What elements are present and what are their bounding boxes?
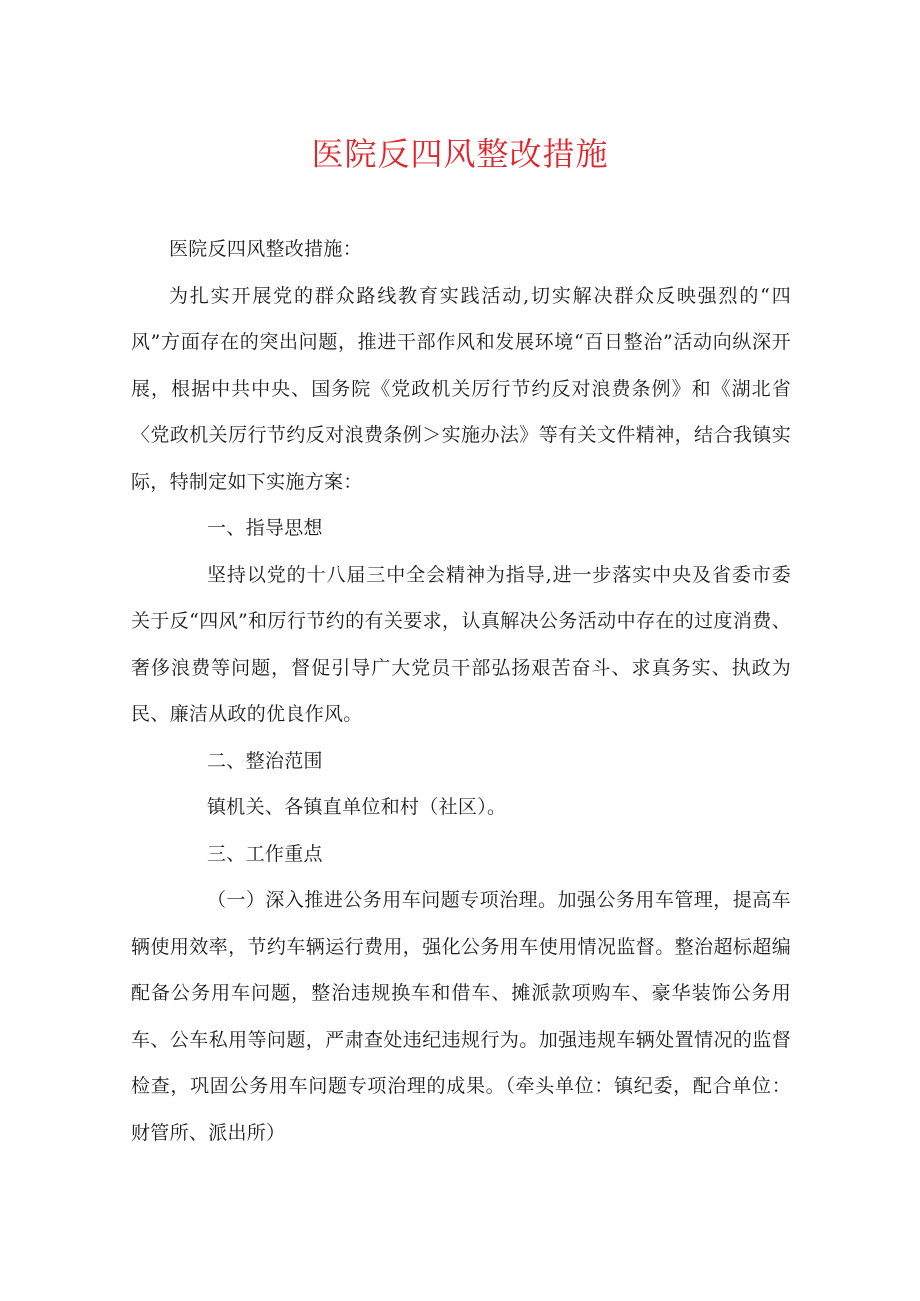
- section-heading-scope: 二、整治范围: [207, 749, 323, 772]
- section-heading-guiding-ideology: 一、指导思想: [207, 517, 323, 539]
- section-heading-work-focus: 三、工作重点: [207, 842, 323, 865]
- intro-label-paragraph: 医院反四风整改措施：: [169, 238, 363, 260]
- scope-paragraph: 镇机关、各镇直单位和村（社区）。: [207, 796, 507, 818]
- intro-paragraph: 为扎实开展党的群众路线教育实践活动,切实解决群众反映强烈的“四风”方面存在的突出问题，推进干部作风和发展环境“百日整治”活动向纵深开展，根据中共中央、国务院《党政机关厉行节约反对浪费条例》和《湖北省〈党政机关厉行节约反对浪费条例＞实施办法》等有关文件精神，结合我镇实际，特制定如下实施方案：: [131, 284, 791, 493]
- work-focus-item-1-paragraph: （一）深入推进公务用车问题专项治理。加强公务用车管理，提高车辆使用效率，节约车辆运行费用，强化公务用车使用情况监督。整治超标超编配备公务用车问题，整治违规换车和借车、摊派款项购车、豪华装饰公务用车、公车私用等问题，严肃查处违纪违规行为。加强违规车辆处置情况的监督检查，巩固公务用车问题专项治理的成果。（牵头单位：镇纪委，配合单位：财管所、派出所）: [131, 889, 791, 1144]
- document-body: [131, 226, 791, 1156]
- guiding-ideology-paragraph: 坚持以党的十八届三中全会精神为指导,进一步落实中央及省委市委关于反“四风”和厉行节约的有关要求，认真解决公务活动中存在的过度消费、奢侈浪费等问题，督促引导广大党员干部弘扬艰苦奋斗、求真务实、执政为民、廉洁从政的优良作风。: [131, 563, 791, 725]
- document-title: 医院反四风整改措施: [311, 135, 609, 173]
